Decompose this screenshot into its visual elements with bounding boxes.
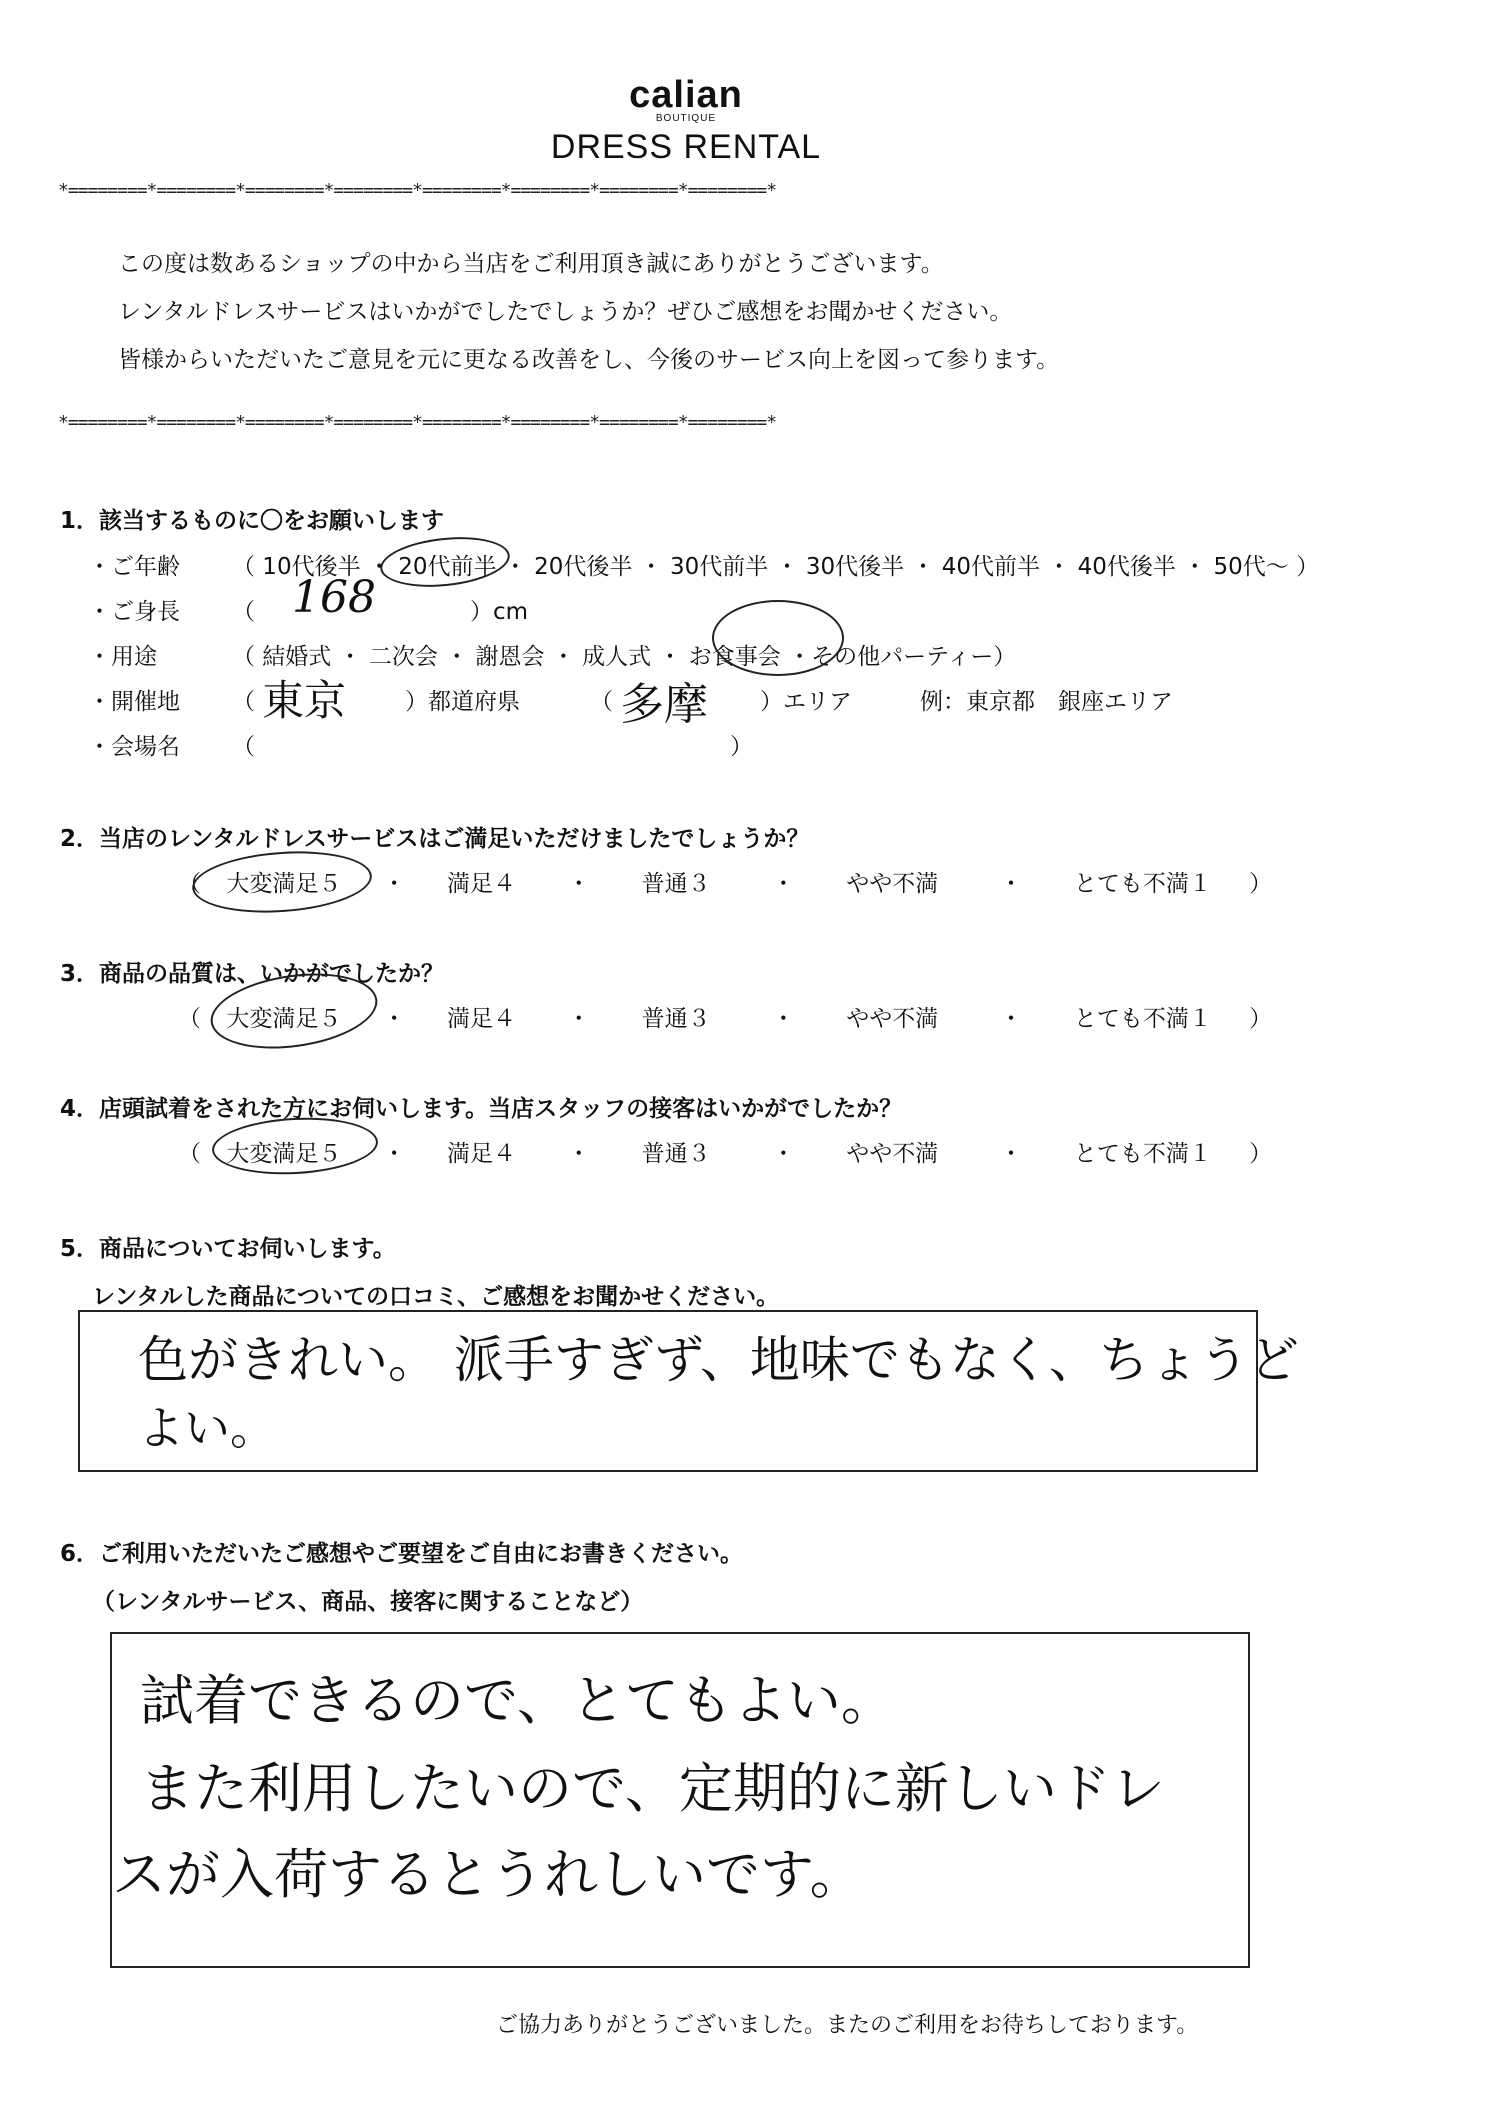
height-label: ・ご身長	[88, 599, 180, 625]
footer-thanks: ご協力ありがとうございました。またのご利用をお待ちしております。	[496, 2013, 1199, 2038]
venue-example: 例：東京都 銀座エリア	[920, 689, 1173, 715]
rating-4: 満足４	[446, 1006, 516, 1032]
divider-bottom: *========*========*========*========*========*========*========*========*	[58, 412, 777, 433]
rating-sep: ・	[999, 871, 1023, 897]
height-open: （	[232, 599, 255, 625]
intro-line-3: 皆様からいただいたご意見を元に更なる改善をし、今後のサービス向上を図って参ります。	[118, 347, 1060, 373]
rating-5: 大変満足５	[226, 871, 342, 897]
rating-sep: ・	[771, 1141, 795, 1167]
page-title: DRESS RENTAL	[550, 128, 822, 166]
q1-title: 1．該当するものに〇をお願いします	[60, 508, 445, 534]
divider-top: *========*========*========*========*========*========*========*========*	[58, 180, 777, 201]
age-label: ・ご年齢	[88, 554, 180, 580]
rating-sep: ・	[382, 1006, 406, 1032]
age-selected-circle	[378, 531, 512, 592]
rating-sep: ・	[999, 1141, 1023, 1167]
intro-line-2: レンタルドレスサービスはいかがでしたでしょうか？ぜひご感想をお聞かせください。	[118, 299, 1013, 325]
venue-label: ・開催地	[88, 689, 180, 715]
q2-title: 2．当店のレンタルドレスサービスはご満足いただけましたでしょうか？	[60, 826, 810, 852]
intro-line-1: この度は数あるショップの中から当店をご利用頂き誠にありがとうございます。	[118, 251, 944, 277]
q5-answer-line-1: 色がきれい。 派手すぎず、地味でもなく、ちょうど	[138, 1331, 1299, 1389]
rating-1: とても不満１	[1073, 871, 1212, 897]
venue-area-open: （	[590, 689, 613, 715]
rating-close: ）	[1249, 871, 1273, 897]
rating-3: 普通３	[641, 1006, 711, 1032]
q4-selected-circle	[211, 1114, 380, 1179]
q6-answer-line-1: 試着できるので、とてもよい。	[140, 1669, 895, 1732]
purpose-selected-circle	[712, 600, 844, 676]
rating-1: とても不満１	[1073, 1006, 1212, 1032]
rating-2: やや不満	[846, 1141, 939, 1167]
q2-selected-circle	[190, 846, 374, 918]
rating-sep: ・	[567, 1006, 591, 1032]
rating-sep: ・	[771, 1006, 795, 1032]
rating-5: 大変満足５	[226, 1006, 342, 1032]
rating-open: （	[178, 871, 201, 897]
venue-pref-unit: ）都道府県	[405, 689, 520, 715]
rating-5: 大変満足５	[226, 1141, 342, 1167]
rating-sep: ・	[382, 871, 406, 897]
age-options: （ 10代後半 ・ 20代前半 ・ 20代後半 ・ 30代前半 ・ 30代後半 ・ 40代前半 ・ 40代後半 ・ 50代〜 ）	[232, 554, 1320, 580]
rating-4: 満足４	[446, 1141, 516, 1167]
q5-title: 5．商品についてお伺いします。	[60, 1236, 396, 1262]
q6-title: 6．ご利用いただいたご感想やご要望をご自由にお書きください。	[60, 1541, 744, 1567]
hall-label: ・会場名	[88, 734, 180, 760]
q6-answer-line-3: スが入荷するとうれしいです。	[112, 1843, 864, 1906]
purpose-label: ・用途	[88, 644, 157, 670]
rating-2: やや不満	[846, 1006, 939, 1032]
rating-sep: ・	[567, 1141, 591, 1167]
height-unit: ）cm	[470, 599, 529, 625]
venue-pref-open: （	[232, 689, 255, 715]
rating-open: （	[178, 1141, 201, 1167]
rating-open: （	[178, 1006, 201, 1032]
rating-sep: ・	[567, 871, 591, 897]
venue-area-unit: ）エリア	[760, 689, 852, 715]
brand-logo: calian	[629, 74, 743, 116]
q6-answer-box	[110, 1632, 1250, 1968]
q3-title: 3．商品の品質は、いかがでしたか？	[60, 961, 445, 987]
rating-sep: ・	[382, 1141, 406, 1167]
q4-title: 4．店頭試着をされた方にお伺いします。当店スタッフの接客はいかがでしたか？	[60, 1096, 903, 1122]
rating-1: とても不満１	[1073, 1141, 1212, 1167]
venue-pref-value: 東京	[262, 676, 347, 725]
purpose-options: （ 結婚式 ・ 二次会 ・ 謝恩会 ・ 成人式 ・ お食事会 ・その他パーティー）	[232, 644, 1017, 670]
brand-sub: BOUTIQUE	[655, 113, 717, 124]
rating-2: やや不満	[846, 871, 939, 897]
hall-close: ）	[730, 734, 753, 760]
q5-answer-line-2: よい。	[138, 1401, 276, 1455]
q6-subtitle: （レンタルサービス、商品、接客に関することなど）	[92, 1589, 644, 1615]
rating-sep: ・	[771, 871, 795, 897]
rating-close: ）	[1249, 1141, 1273, 1167]
q5-answer-box	[78, 1310, 1299, 1472]
rating-sep: ・	[999, 1006, 1023, 1032]
rating-close: ）	[1249, 1006, 1273, 1032]
q6-answer-line-2: また利用したいので、定期的に新しいドレ	[140, 1757, 1165, 1820]
rating-4: 満足４	[446, 871, 516, 897]
q5-subtitle: レンタルした商品についての口コミ、ご感想をお聞かせください。	[92, 1284, 780, 1310]
rating-3: 普通３	[641, 1141, 711, 1167]
venue-area-value: 多摩	[620, 679, 708, 730]
hall-open: （	[232, 734, 255, 760]
rating-3: 普通３	[641, 871, 711, 897]
height-value: 168	[292, 572, 376, 623]
